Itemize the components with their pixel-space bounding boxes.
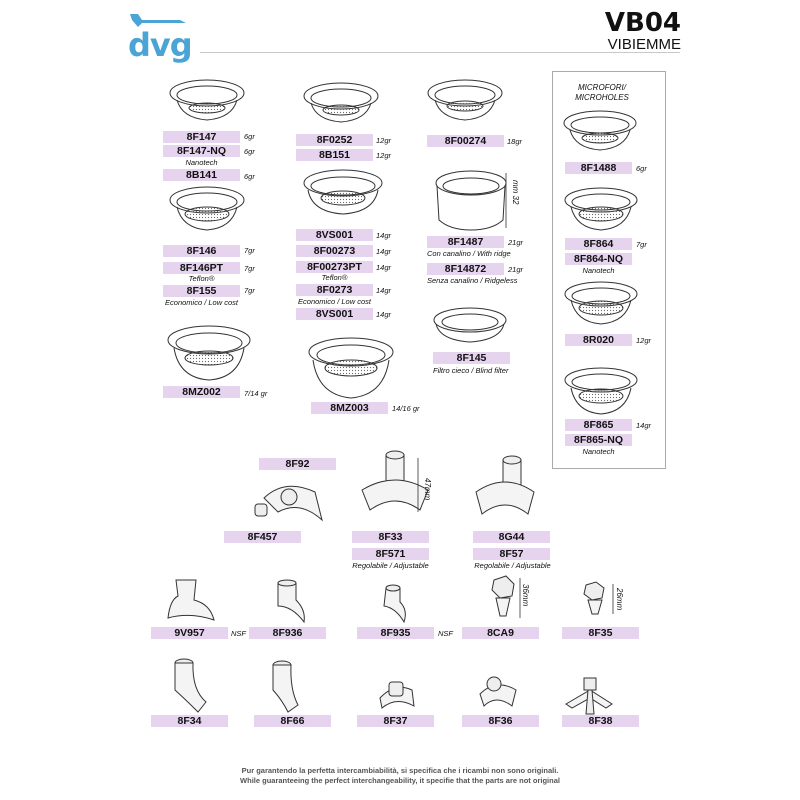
weight: 6gr: [244, 172, 255, 181]
weight: 21gr: [508, 238, 524, 247]
weight: 6gr: [636, 164, 647, 173]
code-8F34: 8F34: [151, 715, 228, 727]
weight: 6gr: [244, 132, 255, 141]
code-8F00274: 8F00274: [427, 135, 504, 147]
code-8F865: 8F865: [565, 419, 632, 431]
weight: 7gr: [636, 240, 647, 249]
weight: 7/14 gr: [244, 389, 268, 398]
note-teflon: Teflon®: [188, 274, 215, 283]
code-8F38: 8F38: [562, 715, 639, 727]
basket-8F0252-icon: [304, 83, 378, 122]
weight: 7gr: [244, 264, 255, 273]
basket-8F145-icon: [434, 308, 506, 342]
note-adjustable: Regolabile / Adjustable: [352, 561, 429, 570]
code-8F147-NQ: 8F147-NQ: [163, 145, 240, 157]
weight: 14gr: [376, 231, 392, 240]
code-8F935: 8F935: [357, 627, 434, 639]
spout-8F36-icon: [480, 677, 516, 706]
code-8F37: 8F37: [357, 715, 434, 727]
spout-8F37-icon: [380, 682, 414, 708]
brand-name: VIBIEMME: [607, 36, 681, 53]
note-teflon: Teflon®: [321, 273, 348, 282]
weight: 12gr: [636, 336, 652, 345]
weight: 7gr: [244, 246, 255, 255]
code-8F00273PT: 8F00273PT: [296, 261, 373, 273]
dimension-label: mm 32: [511, 180, 520, 205]
code-8B141: 8B141: [163, 169, 240, 181]
note-ridgeless: Senza canalino / Ridgeless: [427, 276, 518, 285]
weight: 21gr: [508, 265, 524, 274]
spout-9V957-icon: [168, 580, 214, 620]
code-8CA9: 8CA9: [462, 627, 539, 639]
code-8F145: 8F145: [433, 352, 510, 364]
footer-line-2: While guaranteeing the perfect interchangeability, it specifie that the parts are not original: [240, 776, 560, 785]
spout-8F457-icon: [255, 486, 322, 520]
code-8F571: 8F571: [352, 548, 429, 560]
code-8R020: 8R020: [565, 334, 632, 346]
code-8F14872: 8F14872: [427, 263, 504, 275]
spout-8F66-icon: [273, 661, 298, 712]
logo-text: dvg: [128, 26, 192, 64]
code-8F864-NQ: 8F864-NQ: [565, 253, 632, 265]
basket-8F147-icon: [170, 80, 244, 120]
note-adjustable: Regolabile / Adjustable: [474, 561, 551, 570]
code-8F865-NQ: 8F865-NQ: [565, 434, 632, 446]
weight: 14gr: [636, 421, 652, 430]
code-8F0252: 8F0252: [296, 134, 373, 146]
code-8F66: 8F66: [254, 715, 331, 727]
code-8F92: 8F92: [259, 458, 336, 470]
code-8F35: 8F35: [562, 627, 639, 639]
weight: 6gr: [244, 147, 255, 156]
code-8F146PT: 8F146PT: [163, 262, 240, 274]
code-8F33: 8F33: [352, 531, 429, 543]
weight: 14gr: [376, 247, 392, 256]
note-ridge: Con canalino / With ridge: [427, 249, 511, 258]
dimension-label: 26mm: [615, 588, 624, 611]
note-nanotech: Nanotech: [582, 447, 615, 456]
code-8B151: 8B151: [296, 149, 373, 161]
page-code: VB04: [604, 8, 681, 38]
code-8G44: 8G44: [473, 531, 550, 543]
code-8F00273: 8F00273: [296, 245, 373, 257]
weight: 18gr: [507, 137, 523, 146]
spout-8CA9-icon: [492, 576, 514, 616]
spout-8F35-icon: [584, 582, 604, 614]
code-8F1488: 8F1488: [565, 162, 632, 174]
code-8F155: 8F155: [163, 285, 240, 297]
weight: 14gr: [376, 286, 392, 295]
code-8F57: 8F57: [473, 548, 550, 560]
code-8F36: 8F36: [462, 715, 539, 727]
note-economico: Economico / Low cost: [298, 297, 371, 306]
code-8VS001: 8VS001: [296, 308, 373, 320]
basket-8F00274-icon: [428, 80, 502, 120]
basket-8F1487-icon: [436, 171, 506, 230]
code-8F0273: 8F0273: [296, 284, 373, 296]
basket-8F1488-icon: [564, 111, 636, 150]
note-nsf: NSF: [231, 629, 246, 638]
basket-8F865-icon: [565, 368, 637, 414]
note-nanotech: Nanotech: [582, 266, 615, 275]
weight: 14gr: [376, 310, 392, 319]
code-8F146: 8F146: [163, 245, 240, 257]
spout-8G44-icon: [476, 456, 534, 514]
spout-8F34-icon: [175, 659, 206, 712]
weight: 12gr: [376, 151, 392, 160]
note-nanotech: Nanotech: [185, 158, 218, 167]
code-8MZ003: 8MZ003: [311, 402, 388, 414]
basket-8MZ003-icon: [309, 338, 393, 398]
code-8F1487: 8F1487: [427, 236, 504, 248]
code-8F936: 8F936: [249, 627, 326, 639]
dimension-label: 36mm: [521, 584, 530, 607]
footer-disclaimer: [0, 766, 800, 786]
panel-title-line1: MICROFORI/: [578, 83, 626, 92]
code-9V957: 9V957: [151, 627, 228, 639]
dimension-label: 47mm: [423, 478, 432, 501]
basket-8VS001-icon: [304, 170, 382, 214]
note-nsf: NSF: [438, 629, 453, 638]
spout-8F935-icon: [384, 585, 405, 622]
code-8F457: 8F457: [224, 531, 301, 543]
weight: 14/16 gr: [392, 404, 420, 413]
code-8F147: 8F147: [163, 131, 240, 143]
footer-line-1: Pur garantendo la perfetta intercambiabilità, si specifica che i ricambi non sono originali.: [241, 766, 559, 775]
panel-title-line2: MICROHOLES: [575, 93, 629, 102]
note-economico: Economico / Low cost: [165, 298, 238, 307]
weight: 14gr: [376, 263, 392, 272]
spout-8F38-icon: [566, 678, 612, 714]
basket-8R020-icon: [565, 282, 637, 324]
code-8MZ002: 8MZ002: [163, 386, 240, 398]
note-blind: Filtro cieco / Blind filter: [433, 366, 509, 375]
code-8F864: 8F864: [565, 238, 632, 250]
code-8VS001: 8VS001: [296, 229, 373, 241]
spout-8F936-icon: [278, 580, 304, 622]
weight: 7gr: [244, 286, 255, 295]
weight: 12gr: [376, 136, 392, 145]
basket-8F864-icon: [565, 188, 637, 230]
basket-8F146-icon: [170, 187, 244, 230]
basket-8MZ002-icon: [168, 326, 250, 380]
